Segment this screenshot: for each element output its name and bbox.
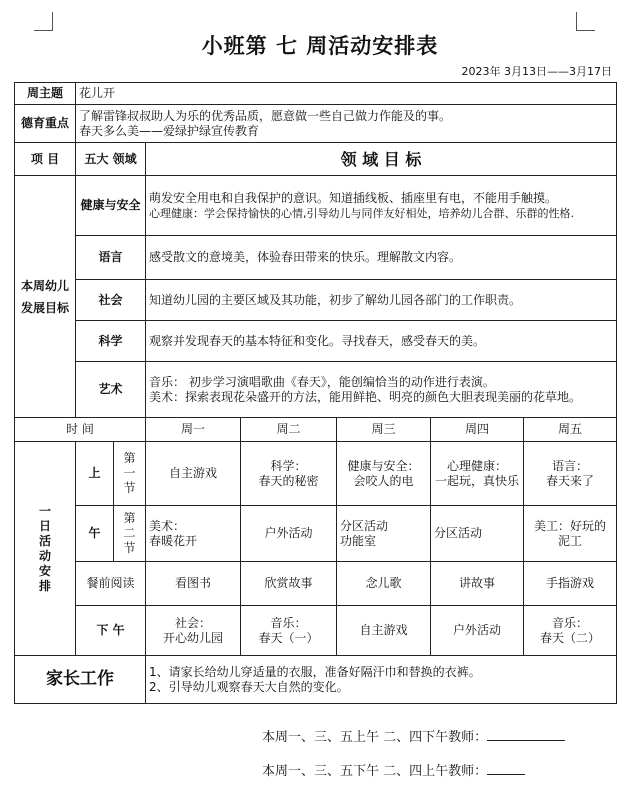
schedule-cell: 音乐： 春天（二） <box>524 606 617 656</box>
domain-social: 社会 <box>76 280 146 321</box>
schedule-cell: 看图书 <box>146 562 241 606</box>
schedule-cell: 健康与安全： 会咬人的电 <box>337 442 431 506</box>
theme-row <box>15 83 617 105</box>
afternoon-label: 下 午 <box>76 606 146 656</box>
schedule-cell: 户外活动 <box>431 606 524 656</box>
schedule-cell: 户外活动 <box>241 506 337 562</box>
signature-blank <box>487 728 565 741</box>
schedule-cell: 分区活动 <box>431 506 524 562</box>
weekly-goals-label: 本周幼儿发展目标 <box>15 176 76 418</box>
goal-art <box>146 362 617 418</box>
moral-line: 了解雷锋叔叔助人为乐的优秀品质，愿意做一些自己做力作能及的事。 <box>79 108 452 123</box>
schedule-cell: 手指游戏 <box>524 562 617 606</box>
goal-line: 音乐： 初步学习演唱歌曲《春天》，能创编恰当的动作进行表演。 <box>149 374 495 389</box>
moral-row <box>15 105 617 143</box>
item-header: 项 目 <box>15 143 76 176</box>
schedule-cell: 讲故事 <box>431 562 524 606</box>
goal-row-science <box>15 321 617 362</box>
schedule-row-period1 <box>15 442 617 506</box>
goal-row-language <box>15 236 617 280</box>
schedule-row-reading <box>15 562 617 606</box>
reading-label: 餐前阅读 <box>76 562 146 606</box>
schedule-cell: 美术： 春暖花开 <box>146 506 241 562</box>
theme-value: 花儿开 <box>76 83 617 105</box>
goal-line: 心理健康：学会保持愉快的心情,引导幼儿与同伴友好相处，培养幼儿合群、乐群的性格. <box>149 206 574 220</box>
schedule-cell: 自主游戏 <box>146 442 241 506</box>
day-header: 周四 <box>431 418 524 442</box>
schedule-cell: 美工：好玩的 泥工 <box>524 506 617 562</box>
parents-line: 1、请家长给幼儿穿适量的衣服，准备好隔汗巾和替换的衣裤。 <box>149 664 481 679</box>
corner-mark-right <box>576 12 595 31</box>
parents-label: 家长工作 <box>15 656 146 704</box>
teacher-line-1 <box>0 726 640 745</box>
goal-science: 观察并发现春天的基本特征和变化。寻找春天，感受春天的美。 <box>146 321 617 362</box>
schedule-cell: 科学： 春天的秘密 <box>241 442 337 506</box>
domain-health: 健康与安全 <box>76 176 146 236</box>
time-header: 时 间 <box>15 418 146 442</box>
parents-line: 2、引导幼儿观察春天大自然的变化。 <box>149 679 349 694</box>
schedule-cell: 心理健康： 一起玩，真快乐 <box>431 442 524 506</box>
schedule-cell: 念儿歌 <box>337 562 431 606</box>
period1-label: 第 一 节 <box>114 442 146 506</box>
date-range: 2023年 3月13日——3月17日 <box>461 65 612 78</box>
morning-label-1: 上 <box>76 442 114 506</box>
schedule-cell: 欣赏故事 <box>241 562 337 606</box>
schedule-header-row <box>15 418 617 442</box>
schedule-cell: 分区活动 功能室 <box>337 506 431 562</box>
goal-row-health <box>15 176 617 236</box>
parents-text <box>146 656 617 704</box>
page-title: 小班第 七 周活动安排表 <box>201 34 439 58</box>
day-header: 周一 <box>146 418 241 442</box>
domain-art: 艺术 <box>76 362 146 418</box>
period2-label: 第 二 节 <box>114 506 146 562</box>
day-header: 周五 <box>524 418 617 442</box>
domains-header: 五大 领域 <box>76 143 146 176</box>
goal-row-art <box>15 362 617 418</box>
parents-row <box>15 656 617 704</box>
daily-schedule-label: 一 日 活 动 安 排 <box>15 442 76 656</box>
day-header: 周二 <box>241 418 337 442</box>
goal-language: 感受散文的意境美，体验春田带来的快乐。理解散文内容。 <box>146 236 617 280</box>
moral-line: 春天多么美——爱绿护绿宣传教育 <box>79 123 260 138</box>
schedule-cell: 社会： 开心幼儿园 <box>146 606 241 656</box>
schedule-cell: 语言： 春天来了 <box>524 442 617 506</box>
goal-line: 美术：探索表现花朵盛开的方法，能用鲜艳、明亮的颜色大胆表现美丽的花草地。 <box>149 389 582 404</box>
schedule-row-afternoon <box>15 606 617 656</box>
teacher-line-text: 本周一、三、五下午 二、四上午教师： <box>262 764 488 779</box>
goal-line: 萌发安全用电和自我保护的意识。知道插线板、插座里有电，不能用手触摸。 <box>149 190 558 205</box>
moral-text <box>76 105 617 143</box>
domain-science: 科学 <box>76 321 146 362</box>
teacher-line-text: 本周一、三、五上午 二、四下午教师： <box>262 730 488 745</box>
goal-social: 知道幼儿园的主要区域及其功能，初步了解幼儿园各部门的工作职责。 <box>146 280 617 321</box>
theme-label: 周主题 <box>15 83 76 105</box>
schedule-table <box>14 82 617 704</box>
goal-row-social <box>15 280 617 321</box>
goals-header: 领 域 目 标 <box>146 143 617 176</box>
goal-health <box>146 176 617 236</box>
day-header: 周三 <box>337 418 431 442</box>
signature-blank <box>487 762 525 775</box>
schedule-cell: 音乐： 春天（一） <box>241 606 337 656</box>
teacher-line-2 <box>0 760 640 779</box>
moral-label: 德育重点 <box>15 105 76 143</box>
corner-mark-left <box>34 12 53 31</box>
domain-language: 语言 <box>76 236 146 280</box>
schedule-cell: 自主游戏 <box>337 606 431 656</box>
morning-label-2: 午 <box>76 506 114 562</box>
schedule-row-period2 <box>15 506 617 562</box>
goals-header-row <box>15 143 617 176</box>
